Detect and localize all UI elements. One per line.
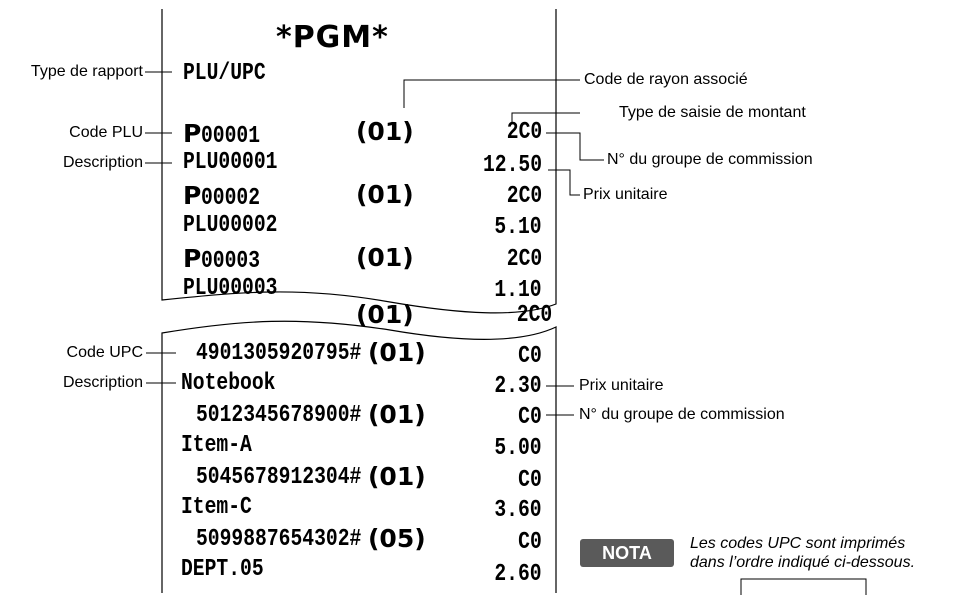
plu-prefix: P (183, 181, 202, 210)
cut-row-dept: (01) (356, 300, 414, 329)
nota-badge: NOTA (580, 539, 674, 567)
upc-code: 5099887654302# (196, 526, 362, 553)
cut-row-entry-type: 2C0 (516, 302, 552, 329)
callout-commission-group-top: N° du groupe de commission (607, 151, 813, 168)
callout-amount-entry-type: Type de saisie de montant (619, 104, 806, 121)
plu-code-row (183, 119, 273, 150)
plu-price: 12.50 (482, 152, 542, 179)
upc-code: 5045678912304# (196, 464, 362, 491)
plu-description: PLU00002 (183, 212, 278, 239)
nota-text-line1: Les codes UPC sont imprimés (690, 535, 906, 552)
plu-code-row (183, 181, 273, 212)
upc-commission: C0 (518, 343, 542, 370)
callout-description-bottom: Description (62, 374, 143, 391)
plu-price: 5.10 (494, 214, 542, 241)
receipt-header: *PGM* (276, 20, 389, 55)
callout-upc-code: Code UPC (66, 344, 143, 361)
plu-code: 00002 (201, 185, 261, 212)
upc-price: 5.00 (494, 435, 542, 462)
plu-code-row (183, 244, 273, 275)
plu-entry-type: 2C0 (506, 183, 542, 210)
callout-unit-price-top: Prix unitaire (583, 186, 668, 203)
upc-dept: (05) (368, 524, 426, 553)
upc-price: 2.30 (494, 373, 542, 400)
plu-dept: (01) (356, 117, 414, 146)
upc-commission: C0 (518, 529, 542, 556)
callout-description-top: Description (62, 154, 143, 171)
upc-description: Notebook (181, 370, 276, 397)
callout-report-type: Type de rapport (30, 63, 143, 80)
upc-code: 5012345678900# (196, 402, 362, 429)
upc-dept: (01) (368, 400, 426, 429)
upc-description: Item-C (181, 494, 252, 521)
upc-description: DEPT.05 (181, 556, 264, 583)
plu-code: 00001 (201, 123, 261, 150)
report-type: PLU/UPC (183, 60, 266, 87)
upc-dept: (01) (368, 338, 426, 367)
plu-dept: (01) (356, 180, 414, 209)
plu-entry-type: 2C0 (506, 246, 542, 273)
plu-entry-type: 2C0 (506, 119, 542, 146)
callout-plu-code: Code PLU (69, 124, 143, 141)
upc-price: 2.60 (494, 561, 542, 588)
upc-dept: (01) (368, 462, 426, 491)
upc-description: Item-A (181, 432, 252, 459)
plu-prefix: P (183, 119, 202, 148)
plu-description: PLU00001 (183, 149, 278, 176)
cut-row-clip (340, 296, 556, 329)
plu-price: 1.10 (494, 277, 542, 304)
upc-price: 3.60 (494, 497, 542, 524)
plu-code: 00003 (201, 248, 261, 275)
upc-code: 4901305920795# (196, 340, 362, 367)
callout-dept-code: Code de rayon associé (584, 71, 748, 88)
plu-prefix: P (183, 244, 202, 273)
plu-dept: (01) (356, 243, 414, 272)
nota-text-line2: dans l’ordre indiqué ci-dessous. (690, 554, 916, 571)
callout-unit-price-bottom: Prix unitaire (579, 377, 664, 394)
upc-commission: C0 (518, 467, 542, 494)
plu-description: PLU00003 (183, 275, 278, 302)
upc-commission: C0 (518, 404, 542, 431)
callout-commission-group-bottom: N° du groupe de commission (579, 406, 785, 423)
